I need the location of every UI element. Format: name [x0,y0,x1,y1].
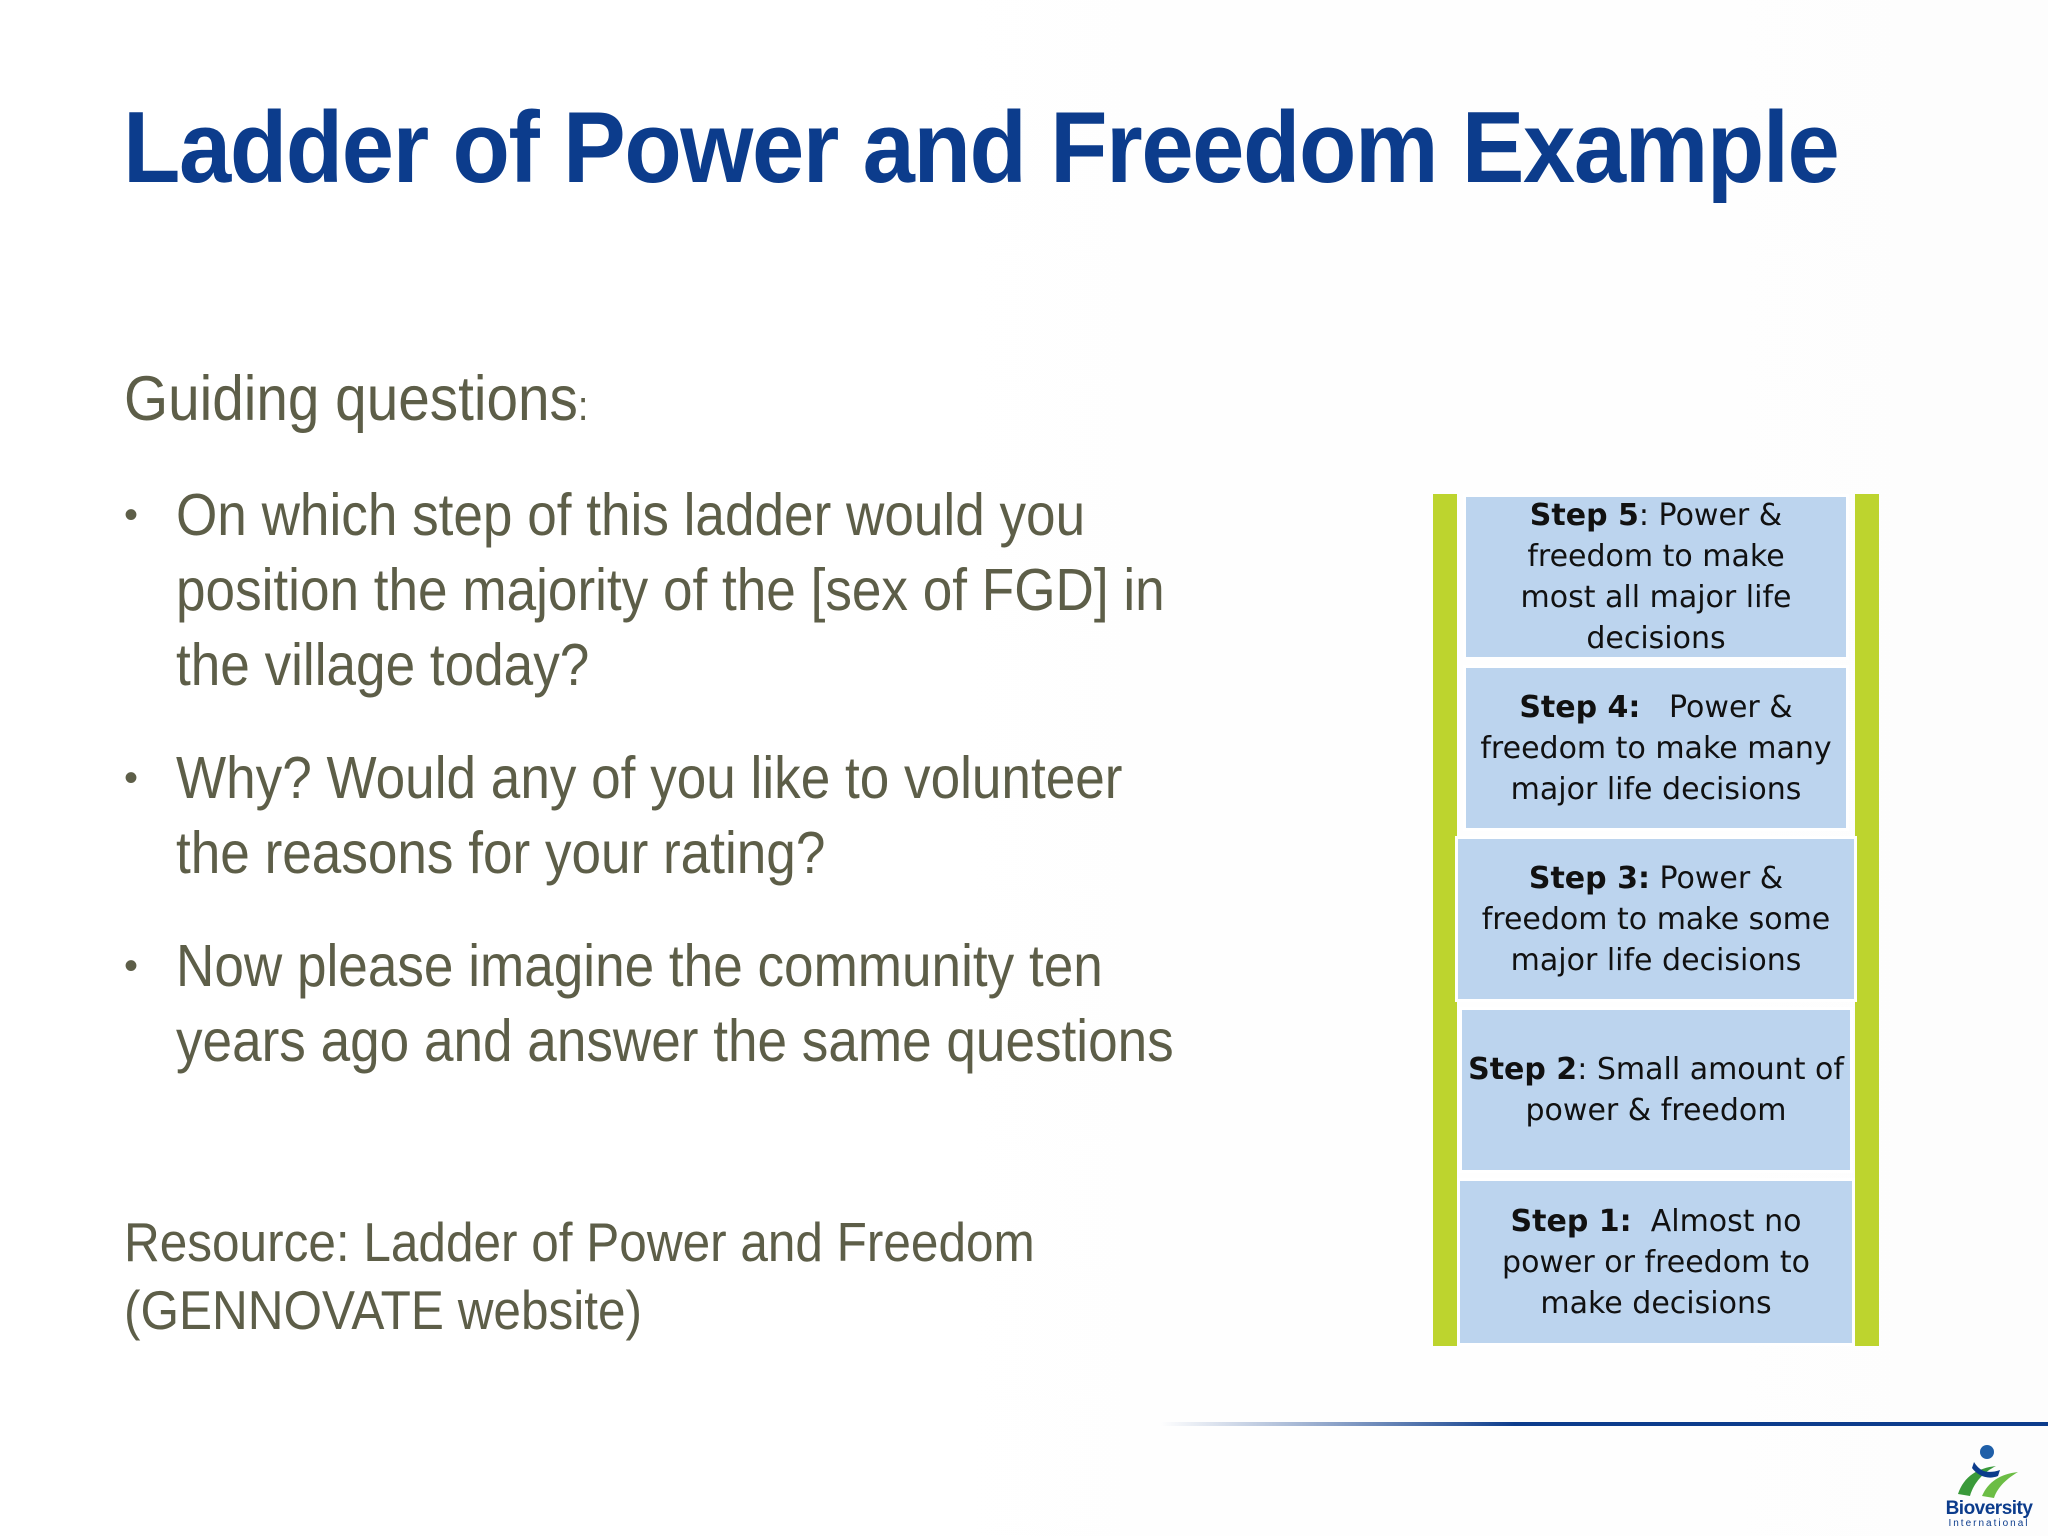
logo-subname: International [1948,1518,2030,1529]
ladder-step-1 [1457,1178,1855,1346]
step-separator [1632,1204,1651,1239]
ladder-step-4 [1463,665,1849,831]
bioversity-logo-icon [1938,1442,2040,1500]
logo-name: Bioversity [1945,1498,2033,1519]
step-label: Step 1: [1510,1203,1632,1239]
resource-line-1: Resource: Ladder of Power and Freedom [124,1211,1035,1273]
question-text: Now please imagine the community ten years ago and answer the same questions [176,933,1174,1074]
step-description: Power & freedom to make many major life decisions [1480,689,1842,807]
ladder-step-5 [1463,494,1849,660]
bullet-icon: • [124,944,139,988]
bioversity-logo [1938,1442,2040,1532]
question-list [124,478,1274,1117]
step-description: Small amount of power & freedom [1525,1052,1844,1128]
resource-line-2: (GENNOVATE website) [124,1279,643,1341]
step-description: Power & freedom to make most all major life decisions [1520,498,1792,656]
bullet-icon: • [124,493,139,537]
ladder-right-rail [1855,494,1879,1346]
subtitle-text: Guiding questions [124,364,578,434]
list-item [124,741,1274,891]
ladder-step-2 [1459,1007,1853,1173]
step-separator [1640,690,1669,725]
subtitle-colon: : [577,382,589,429]
step-separator: : [1638,498,1659,533]
footer-divider [1160,1422,2048,1426]
list-item [124,478,1274,703]
step-label: Step 2 [1468,1052,1578,1087]
step-description: Almost no power or freedom to make decisions [1502,1203,1820,1321]
step-separator: : [1577,1052,1597,1087]
bullet-icon: • [124,756,139,800]
question-text: On which step of this ladder would you position the majority of the [sex of FGD] in the village today? [176,482,1165,698]
step-separator [1650,861,1660,896]
resource-note [124,1208,1114,1344]
power-freedom-ladder [1433,494,1879,1346]
step-label: Step 4: [1519,689,1641,725]
step-label: Step 3: [1528,860,1650,896]
step-description: Power & freedom to make some major life decisions [1481,860,1831,978]
slide-title: Ladder of Power and Freedom Example [123,92,1839,204]
guiding-questions-heading [124,362,588,438]
ladder-step-3 [1455,836,1857,1002]
question-text: Why? Would any of you like to volunteer the reasons for your rating? [176,745,1123,886]
step-label: Step 5 [1529,498,1639,533]
list-item [124,929,1274,1079]
ladder-left-rail [1433,494,1457,1346]
